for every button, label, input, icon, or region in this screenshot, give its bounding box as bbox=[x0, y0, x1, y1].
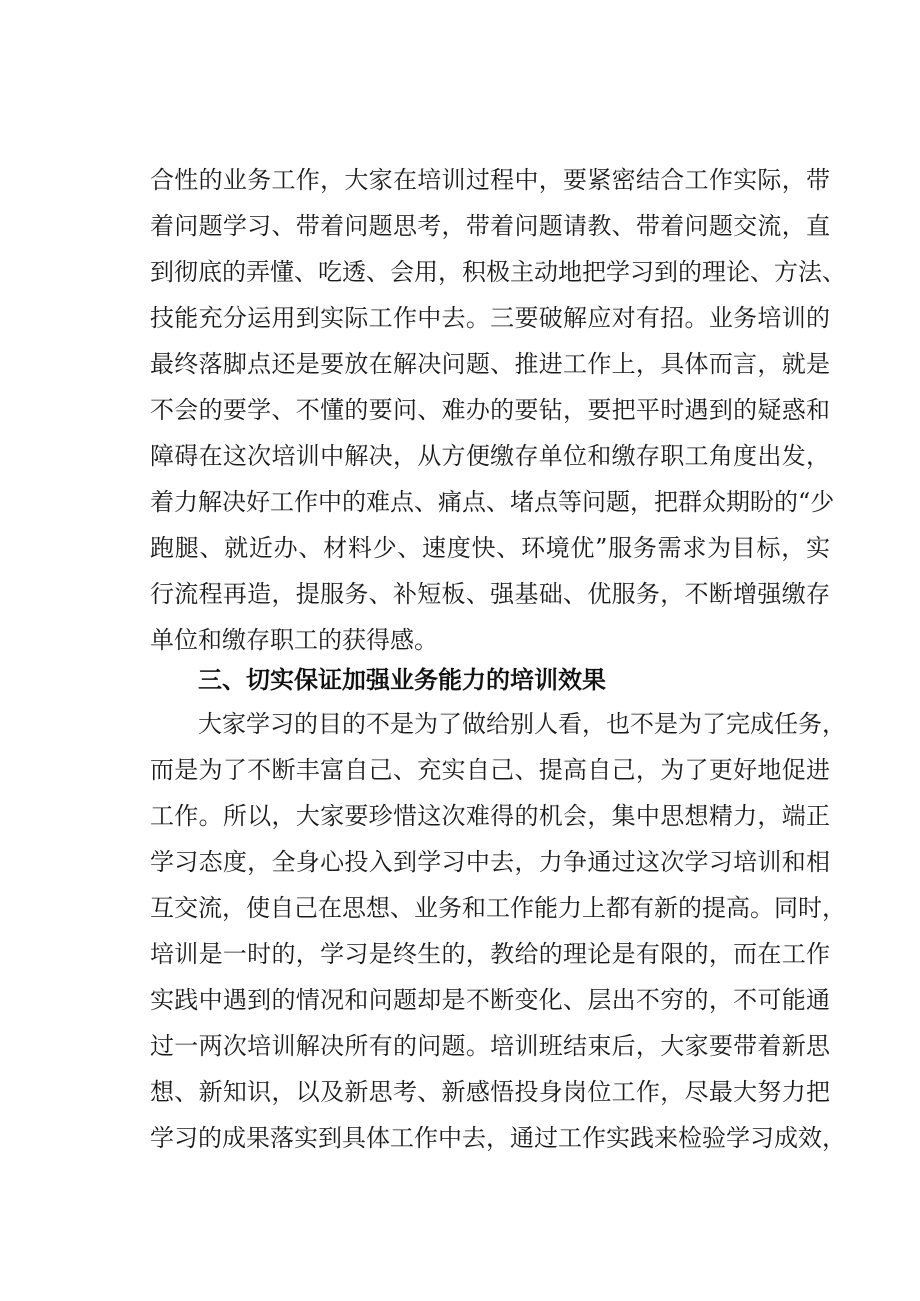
paragraph-line: 培训是一时的，学习是终生的，教给的理论是有限的，而在工作 bbox=[150, 940, 830, 968]
paragraph-line: 最终落脚点还是要放在解决问题、推进工作上，具体而言，就是 bbox=[150, 350, 830, 378]
paragraph-line: 跑腿、就近办、材料少、速度快、环境优”服务需求为目标，实 bbox=[150, 534, 830, 562]
paragraph-line: 到彻底的弄懂、吃透、会用，积极主动地把学习到的理论、方法、 bbox=[150, 258, 846, 286]
paragraph-line: 着问题学习、带着问题思考，带着问题请教、带着问题交流，直 bbox=[150, 212, 830, 240]
paragraph-line: 工作。所以，大家要珍惜这次难得的机会，集中思想精力，端正 bbox=[150, 802, 830, 830]
paragraph-line: 技能充分运用到实际工作中去。三要破解应对有招。业务培训的 bbox=[150, 304, 830, 332]
paragraph-line: 学习态度，全身心投入到学习中去，力争通过这次学习培训和相 bbox=[150, 848, 830, 876]
paragraph-line: 行流程再造，提服务、补短板、强基础、优服务，不断增强缴存 bbox=[150, 580, 830, 608]
paragraph-line: 障碍在这次培训中解决，从方便缴存单位和缴存职工角度出发， bbox=[150, 442, 830, 470]
paragraph-line: 大家学习的目的不是为了做给别人看，也不是为了完成任务， bbox=[198, 710, 846, 738]
section-heading: 三、切实保证加强业务能力的培训效果 bbox=[198, 666, 606, 694]
paragraph-line: 过一两次培训解决所有的问题。培训班结束后，大家要带着新思 bbox=[150, 1032, 830, 1060]
paragraph-line: 不会的要学、不懂的要问、难办的要钻，要把平时遇到的疑惑和 bbox=[150, 396, 830, 424]
paragraph-line: 互交流，使自己在思想、业务和工作能力上都有新的提高。同时， bbox=[150, 894, 846, 922]
paragraph-line: 而是为了不断丰富自己、充实自己、提高自己，为了更好地促进 bbox=[150, 756, 830, 784]
paragraph-line: 想、新知识，以及新思考、新感悟投身岗位工作，尽最大努力把 bbox=[150, 1078, 830, 1106]
paragraph-line: 着力解决好工作中的难点、痛点、堵点等问题，把群众期盼的“少 bbox=[150, 488, 835, 516]
paragraph-line: 学习的成果落实到具体工作中去，通过工作实践来检验学习成效， bbox=[150, 1124, 846, 1152]
paragraph-line: 实践中遇到的情况和问题却是不断变化、层出不穷的，不可能通 bbox=[150, 986, 830, 1014]
paragraph-line: 合性的业务工作，大家在培训过程中，要紧密结合工作实际，带 bbox=[150, 166, 830, 194]
paragraph-line: 单位和缴存职工的获得感。 bbox=[150, 626, 438, 654]
